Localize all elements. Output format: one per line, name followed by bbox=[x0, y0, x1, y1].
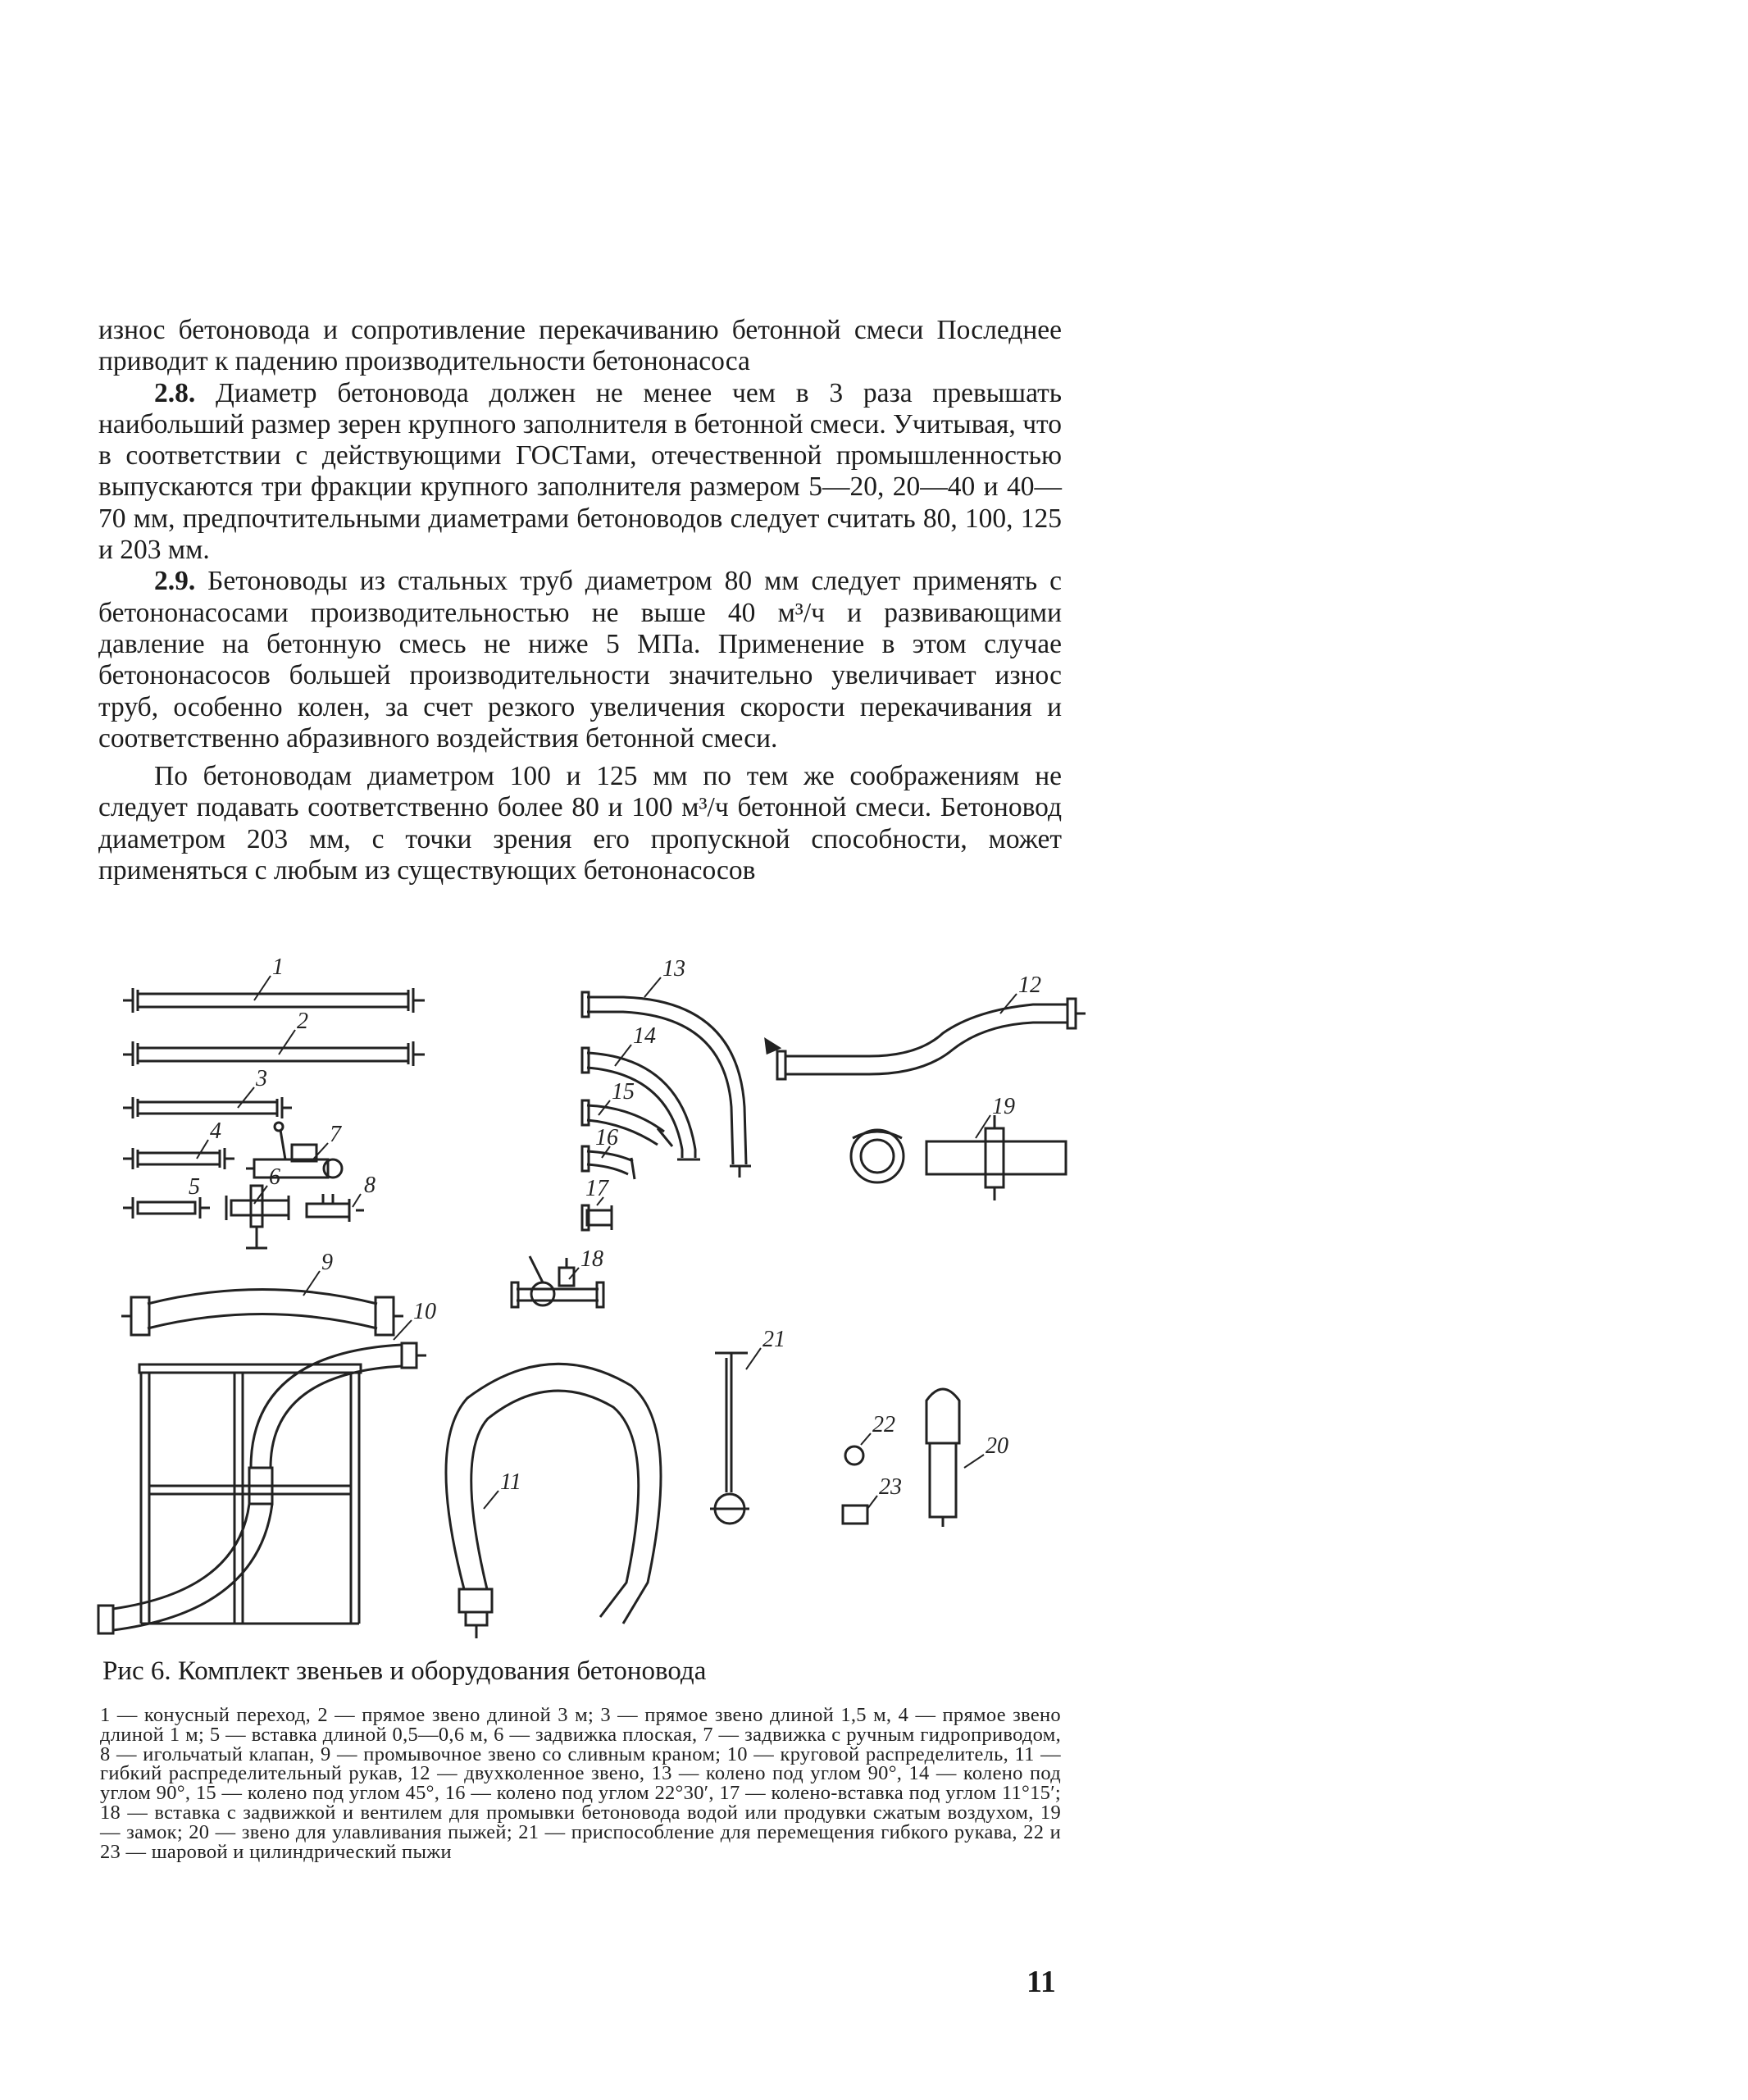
paragraph-2 bbox=[98, 378, 1062, 567]
figure-6 bbox=[90, 943, 1107, 1648]
figure-label-14: 14 bbox=[633, 1023, 656, 1049]
figure-label-7: 7 bbox=[330, 1122, 341, 1147]
part-10-circular-distributor bbox=[98, 1343, 426, 1633]
figure-label-23: 23 bbox=[879, 1474, 902, 1500]
part-11-flexible-hose bbox=[446, 1364, 661, 1638]
figure-label-12: 12 bbox=[1018, 973, 1041, 998]
part-23-cylindrical-plug bbox=[843, 1506, 867, 1524]
figure-label-4: 4 bbox=[210, 1118, 221, 1144]
part-21-hose-mover bbox=[710, 1353, 749, 1524]
part-8-needle-valve bbox=[307, 1194, 364, 1222]
paragraph-1 bbox=[98, 315, 1062, 378]
paragraph-text: Бетоноводы из стальных труб диаметром 80 мм следует применять с бетононасосами производительностью не выше 40 м³/ч и развивающими давление на бетонную смесь не ниже 5 МПа. Применение в этом случае бетононасосов большей производительности значительно увеличивает износ труб, особенно колен, за счет резкого увеличения скорости перекачивания и соответственно абразивного воздействия бетонной смеси. bbox=[98, 566, 1062, 754]
part-7-hydraulic-gate-valve bbox=[246, 1123, 342, 1178]
figure-label-18: 18 bbox=[580, 1246, 603, 1272]
figure-label-2: 2 bbox=[297, 1009, 308, 1034]
paragraph-text: По бетоноводам диаметром 100 и 125 мм по тем же соображениям не следует подавать соответственно более 80 и 100 м³/ч бетонной смеси. Бетоновод диаметром 203 мм, с точки зрения его пропускной способности, может применяться с любым из существующих бетононасосов bbox=[98, 761, 1062, 886]
paragraph-4 bbox=[98, 761, 1062, 886]
figure-caption: Рис 6. Комплект звеньев и оборудования бетоновода bbox=[102, 1656, 707, 1686]
figure-label-21: 21 bbox=[762, 1327, 785, 1352]
figure-label-19: 19 bbox=[992, 1094, 1015, 1119]
figure-label-16: 16 bbox=[595, 1125, 618, 1150]
part-9-flushing-link bbox=[121, 1290, 403, 1336]
figure-label-10: 10 bbox=[413, 1299, 436, 1324]
part-20-plug-catcher bbox=[926, 1389, 959, 1527]
page-number: 11 bbox=[1026, 1965, 1056, 1999]
figure-label-5: 5 bbox=[189, 1174, 200, 1200]
part-4-straight-link-1m bbox=[123, 1148, 234, 1169]
figure-label-17: 17 bbox=[585, 1176, 608, 1201]
paragraph-text: Диаметр бетоновода должен не менее чем в 3 раза превышать наибольший размер зерен крупного заполнителя в бетонной смеси. Учитывая, что в соответствии с действующими ГОСТами, отечественной промышленностью выпускаются три фракции крупного заполнителя размером 5—20, 20—40 и 40—70 мм, предпочтительными диаметрами бетоноводов следует считать 80, 100, 125 и 203 мм. bbox=[98, 377, 1062, 566]
figure-label-1: 1 bbox=[272, 954, 284, 980]
figure-label-20: 20 bbox=[986, 1433, 1008, 1459]
figure-label-11: 11 bbox=[500, 1469, 521, 1495]
part-5-insert bbox=[123, 1197, 210, 1219]
paragraph-text: износ бетоновода и сопротивление перекачиванию бетонной смеси Последнее приводит к падению производительности бетононасоса bbox=[98, 315, 1062, 377]
figure-legend: 1 — конусный переход, 2 — прямое звено длиной 3 м; 3 — прямое звено длиной 1,5 м, 4 — прямое звено длиной 1 м; 5 — вставка длиной 0,5—0,6 м, 6 — задвижка плоская, 7 — задвижка с ручным гидроприводом, 8 — игольчатый клапан, 9 — промывочное звено со сливным краном; 10 — круговой распределитель, 11 — гибкий распределительный рукав, 12 — двухколенное звено, 13 — колено под углом 90°, 14 — колено под углом 90°, 15 — колено под углом 45°, 16 — колено под углом 22°30′, 17 — колено-вставка под углом 11°15′; 18 — вставка с задвижкой и вентилем для промывки бетоновода водой или продувки сжатым воздухом, 19 — замок; 20 — звено для улавливания пыжей; 21 — приспособление для перемещения гибкого рукава, 22 и 23 — шаровой и цилиндрический пыжи bbox=[100, 1704, 1061, 1863]
figure-label-6: 6 bbox=[269, 1164, 280, 1190]
section-number: 2.8. bbox=[154, 377, 196, 408]
part-6-flat-gate-valve bbox=[226, 1186, 289, 1248]
body-text bbox=[98, 315, 1062, 886]
part-19-lock bbox=[851, 1115, 1066, 1200]
part-2-straight-link-3m bbox=[123, 1041, 425, 1066]
part-16-elbow-22-30 bbox=[582, 1146, 635, 1179]
figure-label-15: 15 bbox=[612, 1079, 635, 1105]
figure-label-3: 3 bbox=[256, 1066, 267, 1091]
paragraph-3 bbox=[98, 566, 1062, 754]
part-17-elbow-insert bbox=[582, 1205, 612, 1230]
part-1-conical-transition bbox=[123, 988, 425, 1013]
part-12-double-bend-link bbox=[766, 999, 1086, 1079]
section-number: 2.9. bbox=[154, 566, 196, 597]
figure-label-8: 8 bbox=[364, 1173, 376, 1198]
pipeline-components-drawing bbox=[90, 943, 1107, 1648]
part-3-straight-link-1-5m bbox=[123, 1097, 292, 1118]
part-22-spherical-plug bbox=[845, 1446, 863, 1465]
figure-label-9: 9 bbox=[321, 1250, 333, 1275]
figure-label-22: 22 bbox=[872, 1412, 895, 1437]
figure-label-13: 13 bbox=[662, 956, 685, 982]
